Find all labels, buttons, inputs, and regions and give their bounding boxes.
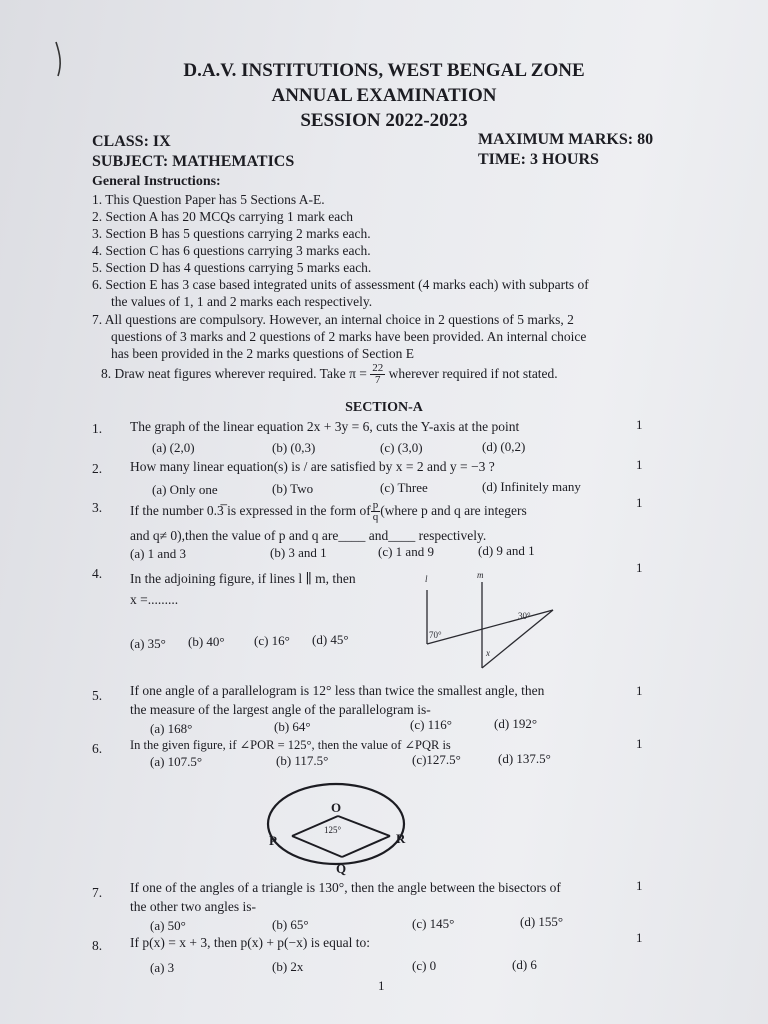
q4-angle-x: x [486,648,490,658]
q6-angle-label: 125° [324,825,342,835]
q3-option-d: (d) 9 and 1 [478,543,535,558]
instruction-2: 2. Section A has 20 MCQs carrying 1 mark each [92,209,353,224]
q4-line-l-label: l [425,574,428,584]
q1-text: The graph of the linear equation 2x + 3y = 6, cuts the Y-axis at the point [130,419,520,434]
q6-number: 6. [92,741,103,756]
q6-option-c: (c)127.5° [412,752,461,767]
q7-option-b: (b) 65° [272,917,309,932]
q5-option-c: (c) 116° [410,717,452,732]
q6-option-d: (d) 137.5° [498,751,551,766]
q6-point-p: P [269,833,277,848]
q4-option-d: (d) 45° [312,632,349,647]
q1-number: 1. [92,421,103,436]
q8-number: 8. [92,938,103,953]
q4-option-b: (b) 40° [188,634,225,649]
max-marks-label: MAXIMUM MARKS: 80 [478,131,654,148]
instruction-8: 8. Draw neat figures wherever required. Take π = $\frac{22}{7}$ wherever required if not stated. [101,362,558,387]
class-label: CLASS: IX [92,133,171,150]
q4-option-a: (a) 35° [130,636,166,651]
instruction-4: 4. Section C has 6 questions carrying 3 marks each. [92,243,371,258]
q8-text: If p(x) = x + 3, then p(x) + p(−x) is equal to: [130,935,371,950]
q5-number: 5. [92,688,103,703]
q1-marks: 1 [636,417,643,432]
q1-option-c: (c) (3,0) [380,440,423,455]
q6-option-a: (a) 107.5° [150,754,203,769]
q4-number: 4. [92,566,103,581]
session-title: SESSION 2022-2023 [300,110,468,131]
q3-option-b: (b) 3 and 1 [270,545,327,560]
q2-number: 2. [92,461,103,476]
subject-label: SUBJECT: MATHEMATICS [92,153,295,170]
q5-option-d: (d) 192° [494,716,538,731]
q3-text: If the number 0.3̅ is expressed in the form of $\frac{p}{q}$ (where p and q are integers [130,499,527,524]
page-number: 1 [378,978,385,993]
q6-option-b: (b) 117.5° [276,753,329,768]
q6-point-r: R [396,831,406,846]
q4-text: In the adjoining figure, if lines l ∥ m, then [130,571,356,586]
q8-marks: 1 [636,930,643,945]
instruction-7-cont2: has been provided in the 2 marks questions of Section E [111,346,414,361]
p-over-q-fraction: $\frac{p}{q}$ [372,499,379,524]
q8-option-b: (b) 2x [272,959,304,974]
q2-option-d: (d) Infinitely many [482,479,581,494]
instruction-1: 1. This Question Paper has 5 Sections A-E. [92,192,325,207]
q7-number: 7. [92,885,103,900]
q7-text-line2: the other two angles is- [130,899,256,914]
q2-option-b: (b) Two [272,481,314,496]
q8-option-c: (c) 0 [412,958,437,973]
q5-option-b: (b) 64° [274,719,311,734]
q7-text: If one of the angles of a triangle is 130°, then the angle between the bisectors of [130,880,561,895]
q4-line-m-label: m [477,570,484,580]
q3-marks: 1 [636,495,643,510]
time-label: TIME: 3 HOURS [478,151,599,168]
q4-text-line2: x =......... [130,592,179,607]
q3-option-c: (c) 1 and 9 [378,544,434,559]
q2-option-c: (c) Three [380,480,428,495]
exam-title: ANNUAL EXAMINATION [271,85,497,106]
q2-option-a: (a) Only one [152,482,218,497]
instruction-7: 7. All questions are compulsory. However, an internal choice in 2 questions of 5 marks, 2 [92,312,574,327]
q2-marks: 1 [636,457,643,472]
q8-option-a: (a) 3 [150,960,175,975]
pi-fraction: $\frac{22}{7}$ [372,362,384,387]
q7-marks: 1 [636,878,643,893]
q7-option-d: (d) 155° [520,914,564,929]
q4-option-c: (c) 16° [254,633,290,648]
q4-parallel-lines-figure [415,568,565,678]
section-a-title: SECTION-A [345,400,423,415]
q3-text-line2: and q≠ 0),then the value of p and q are____ and____ respectively. [130,528,487,543]
instructions-title: General Instructions: [92,174,221,189]
instruction-6-cont: the values of 1, 1 and 2 marks each respectively. [111,294,373,309]
q1-option-b: (b) (0,3) [272,440,316,455]
q1-option-d: (d) (0,2) [482,439,526,454]
q4-angle-30: 30° [518,611,531,621]
q4-marks: 1 [636,560,643,575]
q1-option-a: (a) (2,0) [152,440,195,455]
q2-text: How many linear equation(s) is / are satisfied by x = 2 and y = −3 ? [130,459,495,474]
q5-marks: 1 [636,683,643,698]
q6-text: In the given figure, if ∠POR = 125°, then the value of ∠PQR is [130,738,451,752]
q5-text-line2: the measure of the largest angle of the parallelogram is- [130,702,431,717]
q6-point-o: O [331,800,342,815]
q6-circle-figure [262,780,422,880]
instruction-3: 3. Section B has 5 questions carrying 2 marks each. [92,226,371,241]
q5-option-a: (a) 168° [150,721,193,736]
q4-angle-70: 70° [429,630,442,640]
q8-option-d: (d) 6 [512,957,537,972]
instruction-7-cont: questions of 3 marks and 2 questions of 2 marks have been provided. An internal choice [111,329,587,344]
q3-option-a: (a) 1 and 3 [130,546,186,561]
instruction-5: 5. Section D has 4 questions carrying 5 marks each. [92,260,372,275]
q7-option-a: (a) 50° [150,918,186,933]
q6-point-q: Q [336,861,347,876]
q6-marks: 1 [636,736,643,751]
instruction-6: 6. Section E has 3 case based integrated units of assessment (4 marks each) with subparts of [92,277,589,292]
q3-number: 3. [92,500,103,515]
q5-text: If one angle of a parallelogram is 12° less than twice the smallest angle, then [130,683,545,698]
q7-option-c: (c) 145° [412,916,455,931]
institution-title: D.A.V. INSTITUTIONS, WEST BENGAL ZONE [183,60,585,81]
